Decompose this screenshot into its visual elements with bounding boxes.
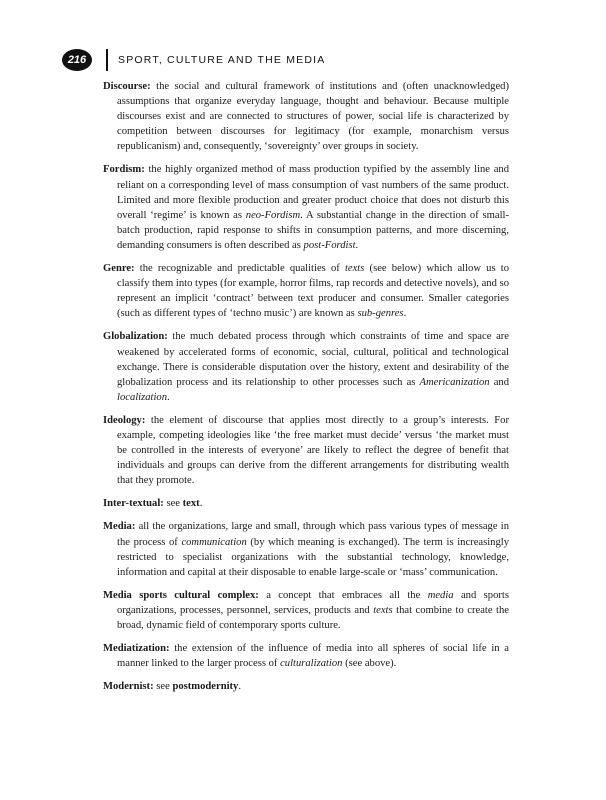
entry-text: . (167, 391, 170, 403)
entry-text: the highly organized method of mass production typified by the assembly line and reliant on a corresponding level of mass consumption of vast numbers of the same product. Limited and more flexible production and greater product choice that does not disturb this overall ‘regime’ is known as (117, 164, 509, 221)
cross-reference: text (182, 498, 200, 510)
entry-emphasis: texts (373, 604, 393, 616)
glossary-entry-modernist (103, 679, 509, 694)
glossary-entry-inter-textual (103, 496, 509, 511)
page-number-badge (62, 49, 92, 71)
glossary-term: Media: (103, 521, 136, 533)
glossary-term: Genre: (103, 263, 135, 275)
entry-text: the recognizable and predictable qualities of (134, 263, 345, 275)
entry-text: . (403, 308, 407, 320)
entry-text: (by which meaning is exchanged). The term is increasingly restricted to specialist organizations with the substantial technology, knowledge, information and capital at their disposable to enable large-scale or ‘mass’ communication. (117, 536, 509, 578)
entry-text: (see above). (342, 658, 397, 670)
entry-emphasis: culturalization (280, 658, 343, 670)
page-number: 216 (67, 54, 87, 66)
entry-emphasis: neo-Fordism (245, 209, 301, 221)
glossary-entry-ideology (103, 413, 509, 488)
entry-text: a concept that embraces all the (258, 589, 428, 601)
entry-text: . (355, 239, 359, 251)
entry-emphasis: communication (181, 536, 247, 548)
glossary-entry-discourse (103, 79, 509, 154)
glossary-entry-mediatization (103, 641, 509, 671)
entry-text: (see below) which allow us to classify them into types (for example, horror films, rap records and detective novels), and so represent an implicit ‘contract’ between text producer and consumer. Smaller categories (such as different types of ‘techno music’) are known as (117, 263, 509, 320)
entry-text: that combine to create the broad, dynamic field of contemporary sports culture. (117, 604, 509, 631)
glossary-entry-media-sports-cultural-complex (103, 588, 509, 633)
entry-text: see (153, 681, 173, 693)
glossary-term: Fordism: (103, 164, 145, 176)
entry-text: . (199, 498, 203, 510)
page-header (62, 47, 325, 73)
glossary-entry-media (103, 519, 509, 579)
glossary-entries (103, 79, 509, 702)
entry-text: and (489, 376, 509, 388)
glossary-term: Inter-textual: (103, 498, 164, 510)
glossary-entry-fordism (103, 162, 509, 253)
entry-emphasis: post-Fordist (303, 239, 356, 251)
glossary-entry-genre (103, 261, 509, 321)
glossary-term: Modernist: (103, 681, 154, 693)
entry-emphasis: sub-genres (357, 308, 404, 320)
entry-emphasis: Americanization (419, 376, 490, 388)
entry-emphasis: media (427, 589, 454, 601)
entry-text: the social and cultural framework of institutions and (often unacknowledged) assumptions that organize everyday language, thought and behaviour. Because multiple discourses exist and are connected to structures of power, social life is characterized by competition between discourses for legitimacy (for example, monarchism versus republicanism) and, consequently, ‘sovereignty’ over groups in society. (117, 81, 509, 153)
entry-text: see (163, 498, 183, 510)
cross-reference: postmodernity (172, 681, 239, 693)
glossary-term: Mediatization: (103, 643, 170, 655)
entry-text: the extension of the influence of media into all spheres of social life in a manner linked to the larger process of (117, 643, 509, 670)
entry-emphasis: localization (117, 391, 168, 403)
glossary-term: Media sports cultural complex: (103, 589, 259, 601)
header-divider (106, 49, 108, 71)
glossary-term: Ideology: (103, 414, 146, 426)
entry-text: the element of discourse that applies most directly to a group’s interests. For example, competing ideologies like ‘the free market must decide’ versus ‘the market must be controlled in the interests of everyone’ are likely to reflect the degree of benefit that individuals and groups can derive from the different arrangements for distributing wealth that they promote. (117, 414, 509, 487)
entry-text: all the organizations, large and small, through which pass various types of message in the process of (117, 521, 509, 548)
glossary-entry-globalization (103, 329, 509, 404)
entry-text: the much debated process through which constraints of time and space are weakened by accelerated forms of economic, social, cultural, political and technological exchange. There is considerable disputation over the history, extent and desirability of the globalization process and its relationship to other processes such as (117, 331, 509, 388)
glossary-term: Globalization: (103, 331, 168, 343)
entry-text: . (238, 681, 242, 693)
entry-text: . A substantial change in the direction of small-batch production, rapid response to shifts in consumption patterns, and more discerning, demanding consumers is often described as (117, 209, 509, 251)
entry-text: and sports organizations, processes, personnel, services, products and (117, 589, 509, 616)
running-head: SPORT, CULTURE AND THE MEDIA (118, 54, 326, 66)
glossary-term: Discourse: (103, 81, 151, 92)
entry-emphasis: texts (344, 263, 365, 275)
